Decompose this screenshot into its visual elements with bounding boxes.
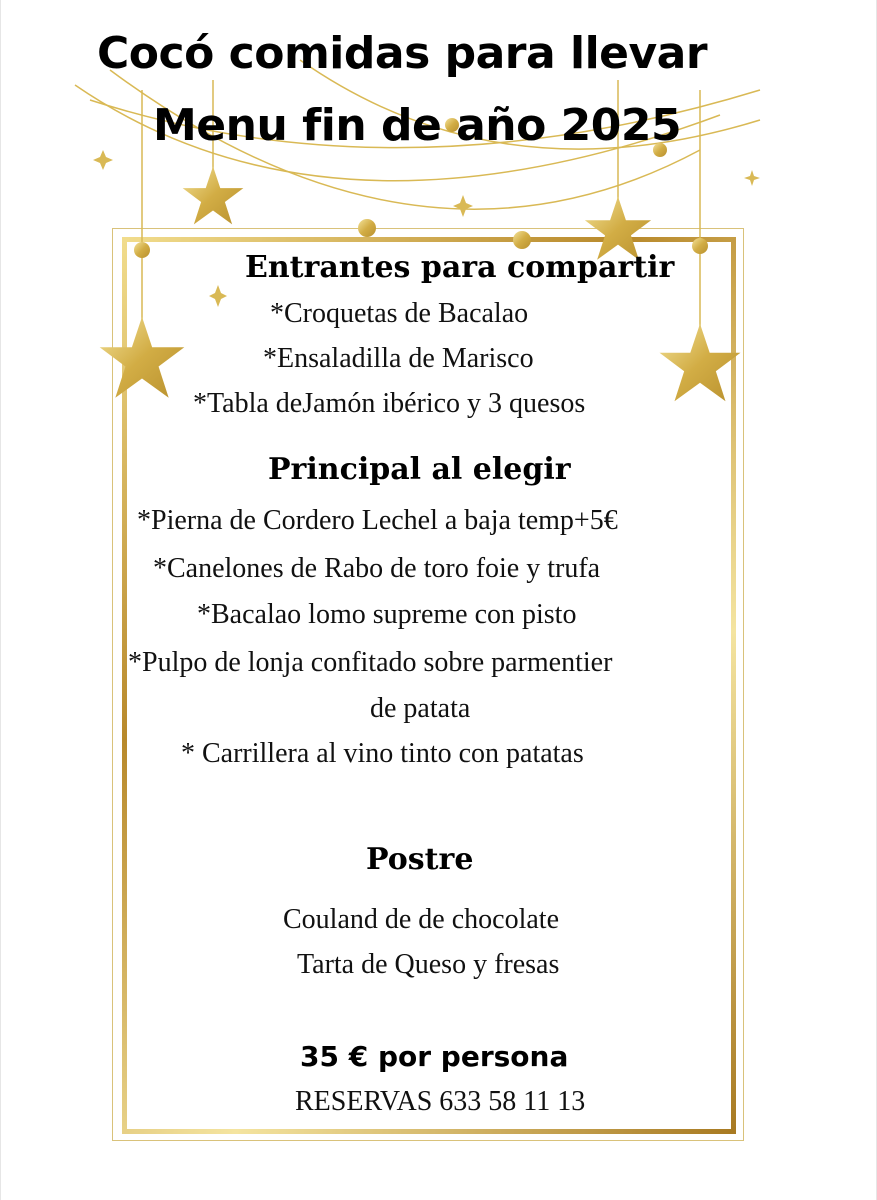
menu-item: de patata bbox=[370, 693, 471, 724]
menu-item: * Carrillera al vino tinto con patatas bbox=[181, 738, 584, 769]
menu-item: *Tabla deJamón ibérico y 3 quesos bbox=[193, 388, 586, 419]
section-heading-postre: Postre bbox=[366, 842, 474, 877]
menu-item: *Ensaladilla de Marisco bbox=[263, 343, 534, 374]
menu-item: Tarta de Queso y fresas bbox=[297, 949, 560, 980]
section-heading-entrantes: Entrantes para compartir bbox=[245, 250, 675, 285]
menu-item: *Pierna de Cordero Lechel a baja temp+5€ bbox=[137, 505, 618, 536]
section-heading-principal: Principal al elegir bbox=[268, 452, 571, 487]
menu-item: Couland de de chocolate bbox=[283, 904, 560, 935]
title-line-2: Menu fin de año 2025 bbox=[153, 100, 682, 151]
reservations-phone: RESERVAS 633 58 11 13 bbox=[295, 1086, 586, 1117]
price: 35 € por persona bbox=[300, 1040, 569, 1073]
menu-item: *Croquetas de Bacalao bbox=[270, 298, 529, 329]
menu-item: *Pulpo de lonja confitado sobre parmentier bbox=[128, 647, 613, 678]
menu-item: *Bacalao lomo supreme con pisto bbox=[197, 599, 577, 630]
title-line-1: Cocó comidas para llevar bbox=[97, 28, 708, 79]
menu-item: *Canelones de Rabo de toro foie y trufa bbox=[153, 553, 601, 584]
